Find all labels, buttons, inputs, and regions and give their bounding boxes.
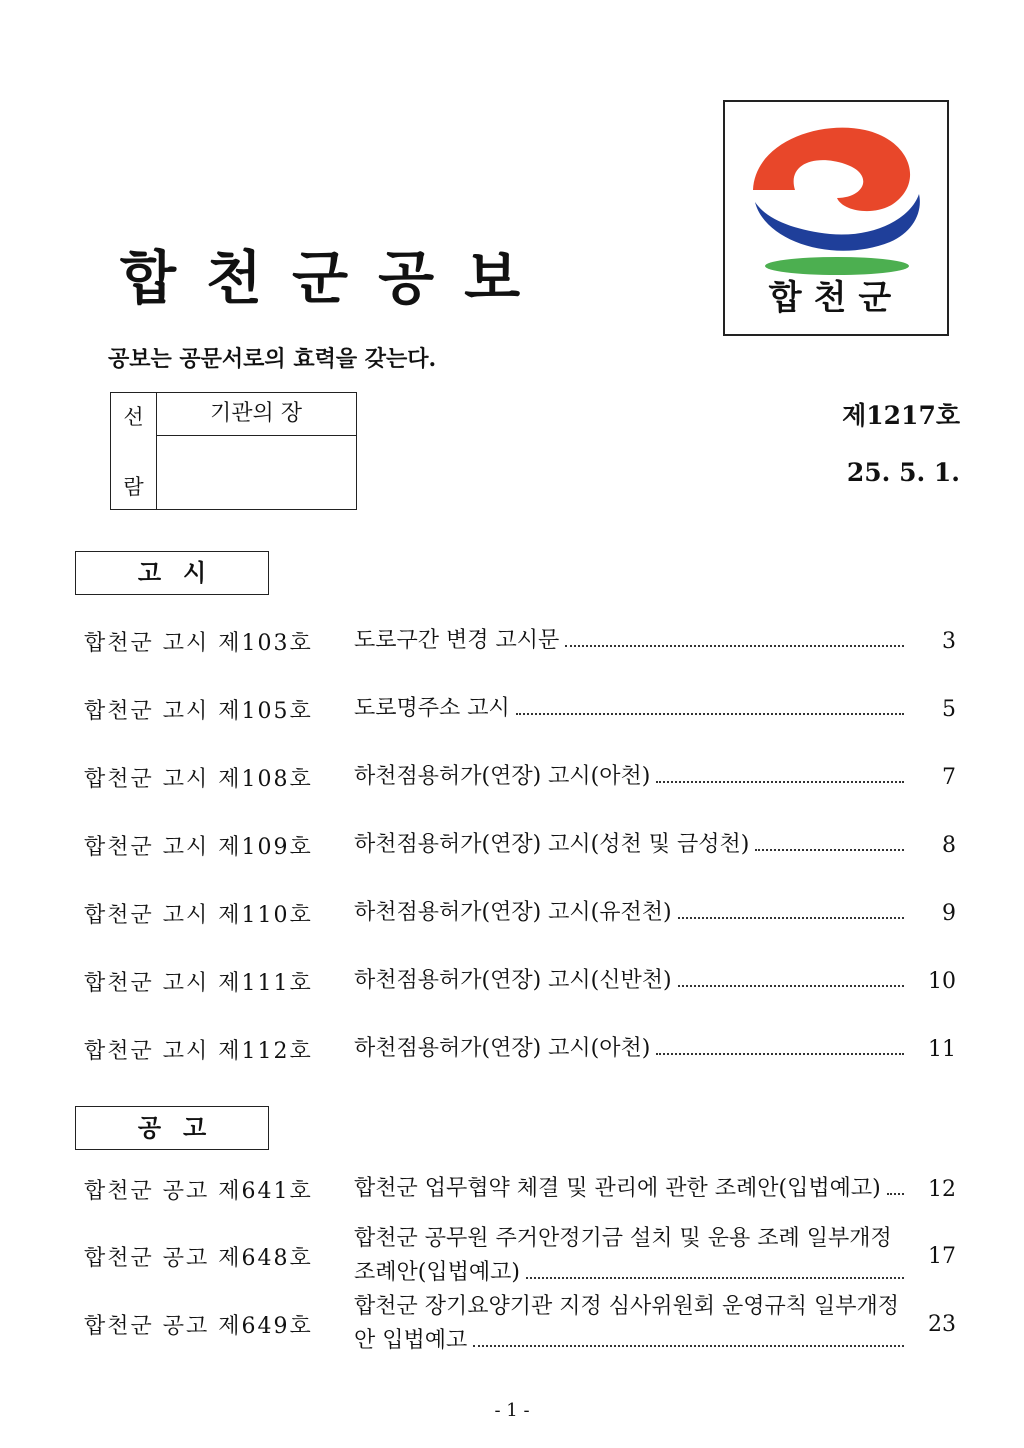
list-item[interactable]	[84, 1288, 956, 1360]
notice-title: 하천점용허가(연장) 고시(신반천)	[354, 968, 672, 993]
page-ref: 3	[942, 628, 956, 654]
list-item[interactable]	[84, 815, 956, 875]
circulation-label-bottom: 람	[123, 475, 144, 499]
page-ref: 8	[942, 832, 956, 858]
page-ref: 23	[928, 1311, 956, 1337]
notice-title: 하천점용허가(연장) 고시(유전천)	[354, 900, 672, 925]
page-ref: 17	[928, 1243, 956, 1269]
section-heading-notices: 고시	[75, 551, 269, 595]
list-item[interactable]	[84, 951, 956, 1011]
bulletin-title: 합천군공보	[120, 244, 551, 312]
circulation-header: 기관의 장	[156, 393, 356, 436]
leader-dots	[678, 985, 904, 987]
announcement-number: 합천군 공고 제648호	[84, 1245, 313, 1271]
leader-dots	[755, 849, 904, 851]
announcement-title-line2: 조례안(입법예고)	[354, 1260, 520, 1285]
page-number: - 1 -	[494, 1400, 530, 1421]
notice-number: 합천군 고시 제110호	[84, 902, 313, 928]
leader-dots	[516, 713, 904, 715]
announcement-number: 합천군 공고 제641호	[84, 1178, 313, 1204]
list-item[interactable]	[84, 1159, 956, 1219]
leader-dots	[526, 1277, 904, 1279]
announcement-title: 합천군 업무협약 체결 및 관리에 관한 조례안(입법예고)	[354, 1176, 881, 1201]
notice-title: 하천점용허가(연장) 고시(성천 및 금성천)	[354, 832, 750, 857]
page-ref: 7	[942, 764, 956, 790]
circulation-table	[110, 392, 357, 510]
list-item[interactable]	[84, 1019, 956, 1079]
notice-title: 도로구간 변경 고시문	[354, 628, 560, 653]
notice-number: 합천군 고시 제112호	[84, 1038, 313, 1064]
announcement-title-line1: 합천군 장기요양기관 지정 심사위원회 운영규칙 일부개정	[354, 1294, 900, 1319]
issue-date: 25. 5. 1.	[846, 458, 960, 487]
circulation-label-top: 선	[123, 405, 144, 429]
list-item[interactable]	[84, 679, 956, 739]
page-ref: 5	[942, 696, 956, 722]
leader-dots	[656, 1053, 904, 1055]
list-item[interactable]	[84, 883, 956, 943]
list-item[interactable]	[84, 747, 956, 807]
notice-number: 합천군 고시 제109호	[84, 834, 313, 860]
notice-title: 하천점용허가(연장) 고시(아천)	[354, 1036, 651, 1061]
page-ref: 12	[928, 1176, 956, 1202]
section-heading-announcements: 공고	[75, 1106, 269, 1150]
notice-number: 합천군 고시 제103호	[84, 630, 313, 656]
page-ref: 11	[928, 1036, 956, 1062]
notice-number: 합천군 고시 제105호	[84, 698, 313, 724]
logo-text: 합천군	[768, 278, 904, 318]
announcement-number: 합천군 공고 제649호	[84, 1313, 313, 1339]
county-logo	[723, 100, 949, 336]
bulletin-subtitle: 공보는 공문서로의 효력을 갖는다.	[108, 346, 437, 372]
page-ref: 10	[928, 968, 956, 994]
list-item[interactable]	[84, 611, 956, 671]
list-item[interactable]	[84, 1220, 956, 1292]
leader-dots	[678, 917, 904, 919]
notice-number: 합천군 고시 제111호	[84, 970, 313, 996]
page-ref: 9	[942, 900, 956, 926]
notice-number: 합천군 고시 제108호	[84, 766, 313, 792]
leader-dots	[656, 781, 904, 783]
notice-title: 도로명주소 고시	[354, 696, 510, 721]
notice-title: 하천점용허가(연장) 고시(아천)	[354, 764, 651, 789]
leader-dots	[473, 1345, 904, 1347]
issue-number: 제1217호	[842, 401, 960, 430]
leader-dots	[565, 645, 904, 647]
announcement-title-line1: 합천군 공무원 주거안정기금 설치 및 운용 조례 일부개정	[354, 1226, 892, 1251]
leader-dots	[887, 1193, 904, 1195]
announcement-title-line2: 안 입법예고	[354, 1328, 468, 1353]
